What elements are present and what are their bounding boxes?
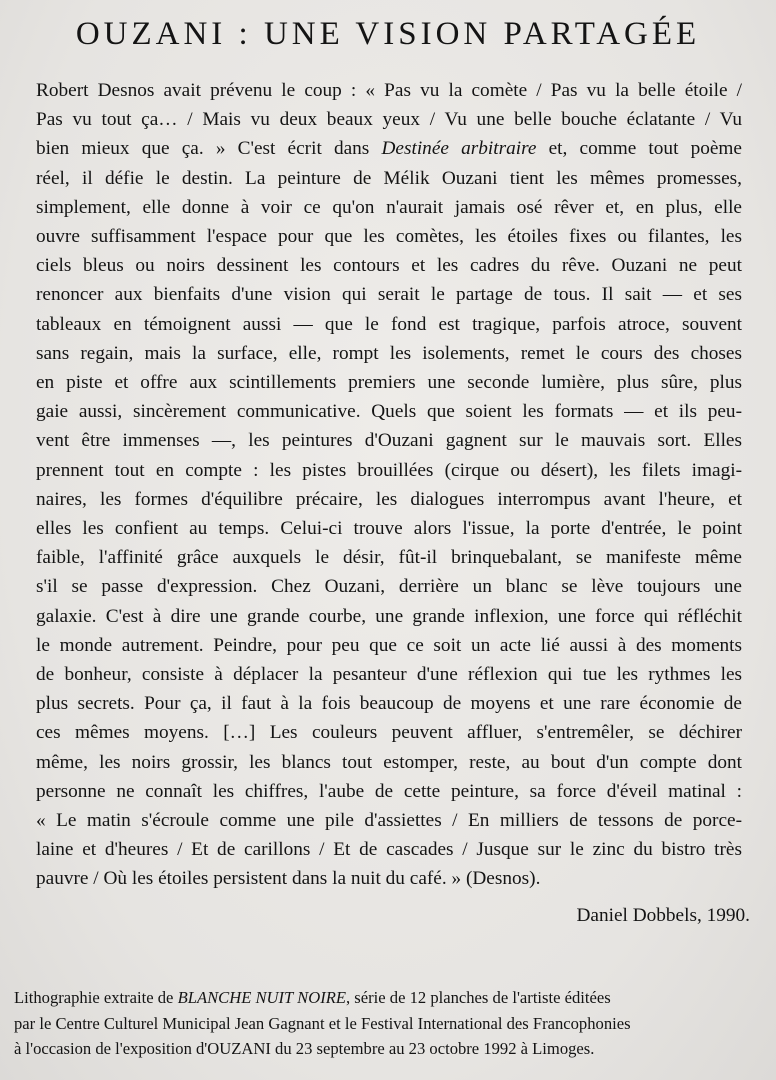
essay-line: naires, les formes d'équilibre précaire, les dialogues interrompus avant l'heure, et bbox=[36, 488, 742, 510]
essay-line: faible, l'affinité grâce auxquels le désir, fût-il brinquebalant, se manifeste même bbox=[36, 547, 742, 569]
essay-line: prennent tout en compte : les pistes brouillées (cirque ou désert), les filets imagi- bbox=[36, 459, 742, 481]
essay-line: tableaux en témoignent aussi — que le fond est tragique, parfois atroce, souvent bbox=[36, 313, 742, 335]
essay-line: de bonheur, consiste à déplacer la pesanteur d'une réflexion qui tue les rythmes les bbox=[36, 664, 742, 686]
essay-line: ces mêmes moyens. […] Les couleurs peuvent affluer, s'entremêler, se déchirer bbox=[36, 722, 742, 744]
essay-line: Pas vu tout ça… / Mais vu deux beaux yeux / Vu une belle bouche éclatante / Vu bbox=[36, 109, 742, 131]
essay-line: plus secrets. Pour ça, il faut à la fois beaucoup de moyens et une rare économie de bbox=[36, 693, 742, 715]
publication-note bbox=[14, 985, 762, 1062]
essay-line: réel, il défie le destin. La peinture de Mélik Ouzani tient les mêmes promesses, bbox=[36, 167, 742, 189]
essay-line: ouvre suffisamment l'espace pour que les comètes, les étoiles fixes ou filantes, les bbox=[36, 226, 742, 248]
essay-line: personne ne connaît les chiffres, l'aube de cette peinture, sa force d'éveil matinal : bbox=[36, 780, 742, 802]
essay-line: le monde autrement. Peindre, pour peu que ce soit un acte lié aussi à des moments bbox=[36, 634, 742, 656]
essay-line: laine et d'heures / Et de carillons / Et de cascades / Jusque sur le zinc du bistro très bbox=[36, 839, 742, 861]
italic-work-title: Destinée arbitraire bbox=[381, 138, 537, 160]
publication-note-line: par le Centre Culturel Municipal Jean Gagnant et le Festival International des Francophonies bbox=[14, 1013, 631, 1033]
series-title: BLANCHE NUIT NOIRE bbox=[177, 988, 346, 1007]
author-signature: Daniel Dobbels, 1990. bbox=[576, 905, 750, 926]
publication-note-line: à l'occasion de l'exposition d'OUZANI du 23 septembre au 23 octobre 1992 à Limoges. bbox=[14, 1039, 595, 1058]
essay-line: même, les noirs grossir, les blancs tout estomper, reste, au bout d'un compte dont bbox=[36, 751, 742, 773]
essay-line: « Le matin s'écroule comme une pile d'assiettes / En milliers de tessons de porce- bbox=[36, 810, 742, 832]
essay-line: ciels bleus ou noirs dessinent les contours et les cadres du rêve. Ouzani ne peut bbox=[36, 255, 742, 277]
publication-note-line bbox=[14, 985, 762, 1011]
essay-line: pauvre / Où les étoiles persistent dans la nuit du café. » (Desnos). bbox=[36, 868, 541, 890]
page-title: OUZANI : UNE VISION PARTAGÉE bbox=[75, 16, 701, 52]
essay-line: s'il se passe d'expression. Chez Ouzani, derrière un blanc se lève toujours une bbox=[36, 576, 742, 598]
essay-line: Robert Desnos avait prévenu le coup : « Pas vu la comète / Pas vu la belle étoile / bbox=[36, 80, 742, 101]
essay-line-segment: et, comme tout poème bbox=[536, 138, 742, 160]
essay-line: gaie aussi, sincèrement communicative. Quels que soient les formats — et ils peu- bbox=[36, 401, 742, 423]
essay-line: elles les confient au temps. Celui-ci trouve alors l'issue, la porte d'entrée, le point bbox=[36, 518, 742, 540]
essay-line: vent être immenses —, les peintures d'Ouzani gagnent sur le mauvais sort. Elles bbox=[36, 430, 742, 452]
essay-line: galaxie. C'est à dire une grande courbe, une grande inflexion, une force qui réfléchit bbox=[36, 605, 742, 627]
essay-line: en piste et offre aux scintillements premiers une seconde lumière, plus sûre, plus bbox=[36, 372, 742, 394]
publication-note-segment: Lithographie extraite de bbox=[14, 988, 178, 1007]
essay-line: sans regain, mais la surface, elle, rompt les isolements, remet le cours des choses bbox=[36, 342, 742, 364]
essay-line: simplement, elle donne à voir ce qu'on n'aurait jamais osé rêver et, en plus, elle bbox=[36, 196, 742, 218]
essay-line-segment: bien mieux que ça. » C'est écrit dans bbox=[36, 138, 382, 160]
essay-body bbox=[36, 76, 742, 894]
publication-note-segment: , série de 12 planches de l'artiste éditées bbox=[346, 988, 611, 1007]
essay-line: renoncer aux bienfaits d'une vision qui serait le partage de tous. Il sait — et ses bbox=[36, 284, 742, 306]
essay-line bbox=[36, 134, 742, 163]
